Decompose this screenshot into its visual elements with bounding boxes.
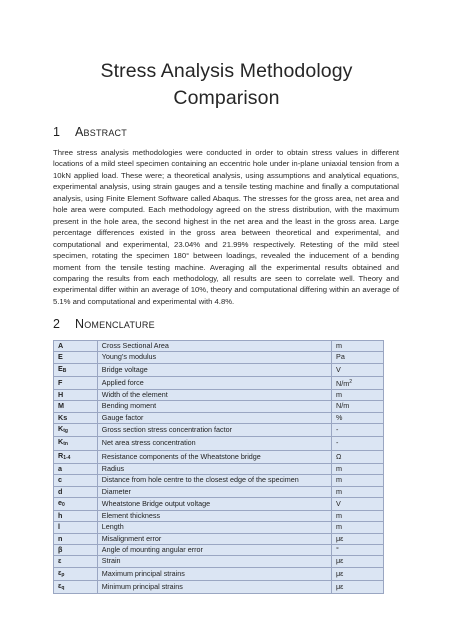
symbol-cell — [54, 522, 98, 533]
unit-cell — [332, 533, 384, 544]
table-row — [54, 363, 384, 376]
symbol-text: H — [58, 390, 64, 400]
unit-text: m — [336, 463, 343, 473]
description-cell: Young’s modulus — [97, 352, 331, 363]
title-line-2: Comparison — [173, 87, 280, 109]
unit-text: m — [336, 486, 343, 496]
table-row — [54, 486, 384, 497]
table-row — [54, 580, 384, 593]
description-cell: Radius — [97, 463, 331, 474]
symbol-text: c — [58, 475, 62, 485]
symbol-text: β — [58, 545, 63, 555]
symbol-text: E — [58, 363, 63, 373]
table-row — [54, 463, 384, 474]
unit-text: % — [336, 412, 343, 422]
unit-text: m — [336, 341, 343, 350]
unit-text: - — [336, 425, 339, 435]
symbol-cell — [54, 352, 98, 363]
symbol-text: M — [58, 401, 64, 411]
symbol-cell — [54, 363, 98, 376]
table-row — [54, 522, 384, 533]
symbol-cell — [54, 437, 98, 450]
symbol-subscript: 1-4 — [63, 454, 71, 461]
unit-text: m — [336, 390, 343, 400]
symbol-cell — [54, 511, 98, 522]
symbol-subscript: q — [61, 584, 65, 591]
symbol-cell — [54, 401, 98, 412]
unit-text: με — [336, 581, 344, 591]
symbol-text: A — [58, 341, 64, 350]
table-row — [54, 424, 384, 437]
unit-text: m — [336, 522, 343, 532]
symbol-cell — [54, 567, 98, 580]
unit-superscript: 2 — [349, 378, 352, 385]
document-title — [40, 58, 413, 112]
unit-cell — [332, 463, 384, 474]
description-cell: Strain — [97, 556, 331, 567]
description-cell: Wheatstone Bridge output voltage — [97, 497, 331, 510]
symbol-text: h — [58, 511, 63, 521]
symbol-text: n — [58, 533, 63, 543]
description-cell: Resistance components of the Wheatstone bridge — [97, 450, 331, 463]
symbol-text: F — [58, 377, 63, 387]
unit-text: V — [336, 364, 341, 374]
symbol-cell — [54, 463, 98, 474]
symbol-cell — [54, 580, 98, 593]
unit-cell — [332, 450, 384, 463]
symbol-text: K — [58, 437, 64, 447]
unit-text: ° — [336, 545, 339, 555]
symbol-cell — [54, 376, 98, 389]
unit-cell — [332, 390, 384, 401]
description-cell: Net area stress concentration — [97, 437, 331, 450]
unit-text: V — [336, 498, 341, 508]
table-row — [54, 341, 384, 352]
table-row — [54, 352, 384, 363]
unit-cell — [332, 401, 384, 412]
symbol-cell — [54, 497, 98, 510]
unit-text: N/m — [336, 378, 350, 388]
table-row — [54, 497, 384, 510]
description-cell: Gauge factor — [97, 412, 331, 423]
unit-cell — [332, 475, 384, 486]
table-row — [54, 475, 384, 486]
section-number: 1 — [53, 125, 60, 139]
description-cell: Diameter — [97, 486, 331, 497]
unit-cell — [332, 341, 384, 352]
table-row — [54, 437, 384, 450]
symbol-cell — [54, 341, 98, 352]
unit-text: - — [336, 438, 339, 448]
unit-cell — [332, 486, 384, 497]
unit-text: με — [336, 568, 344, 578]
description-cell: Gross section stress concentration factor — [97, 424, 331, 437]
symbol-cell — [54, 533, 98, 544]
unit-text: με — [336, 533, 344, 543]
nomenclature-table-body — [54, 341, 384, 594]
table-row — [54, 511, 384, 522]
symbol-cell — [54, 424, 98, 437]
symbol-text: l — [58, 522, 60, 532]
description-cell: Width of the element — [97, 390, 331, 401]
abstract-paragraph: Three stress analysis methodologies were conducted in order to obtain stress values in different locations of a mild steel specimen containing an eccentric hole under in-plane uniaxial tension from a 10kN applied load. These were; a theoretical analysis, using assumptions and analytical equations, experimental analysis, using strain gauges and a tensile testing machine and finally a computational analysis, using Finite Element Software called Abaqus. The stresses for the gross area, net area and hole area were computed. Each methodology agreed on the stress distribution, with the maximum present in the hole area, the second highest in the net area and the least in the gross area. Large percentage differences existed in the gross area between theoretical and experimental, and computational and experimental, 23.04% and 21.99% respectively. Retesting of the mild steel specimen, rotating the specimen 180° between loadings, revealed the inducement of a bending moment from the tensile testing machine. Averaging all the experimental results obtained and comparing the results from each methodology, all results are seen to correlate well. Theory and experimental differ within an average of 10%, theory and computational differing within an average of 5.1% and computational and experimental with 4.8%. — [53, 148, 399, 306]
unit-cell — [332, 580, 384, 593]
symbol-text: K — [58, 424, 64, 434]
description-cell: Distance from hole centre to the closest edge of the specimen — [97, 475, 331, 486]
symbol-text: Ks — [58, 412, 68, 422]
symbol-subscript: tg — [63, 428, 68, 435]
description-cell: Element thickness — [97, 511, 331, 522]
table-row — [54, 533, 384, 544]
nomenclature-table — [53, 340, 384, 594]
symbol-subscript: tn — [63, 441, 68, 448]
unit-cell — [332, 556, 384, 567]
table-row — [54, 567, 384, 580]
unit-text: με — [336, 556, 344, 566]
symbol-cell — [54, 450, 98, 463]
nomenclature-heading — [53, 317, 155, 331]
description-cell: Length — [97, 522, 331, 533]
symbol-subscript: B — [62, 367, 67, 374]
unit-text: Pa — [336, 352, 345, 362]
table-row — [54, 376, 384, 389]
table-row — [54, 545, 384, 556]
symbol-text: E — [58, 352, 63, 362]
symbol-subscript: 0 — [62, 501, 65, 508]
unit-cell — [332, 545, 384, 556]
unit-cell — [332, 437, 384, 450]
symbol-text: e — [58, 497, 62, 507]
unit-text: Ω — [336, 451, 342, 461]
unit-cell — [332, 497, 384, 510]
unit-text: N/m — [336, 401, 350, 411]
unit-cell — [332, 352, 384, 363]
table-row — [54, 390, 384, 401]
section-title: Nomenclature — [75, 317, 155, 331]
description-cell: Minimum principal strains — [97, 580, 331, 593]
symbol-cell — [54, 475, 98, 486]
description-cell: Maximum principal strains — [97, 567, 331, 580]
symbol-text: ε — [58, 580, 62, 590]
unit-text: m — [336, 511, 343, 521]
symbol-cell — [54, 412, 98, 423]
unit-cell — [332, 376, 384, 389]
table-row — [54, 450, 384, 463]
symbol-cell — [54, 556, 98, 567]
abstract-heading — [53, 125, 127, 139]
unit-cell — [332, 567, 384, 580]
description-cell: Bending moment — [97, 401, 331, 412]
symbol-text: a — [58, 463, 62, 473]
unit-cell — [332, 412, 384, 423]
symbol-text: ε — [58, 567, 62, 577]
symbol-text: R — [58, 450, 64, 460]
unit-cell — [332, 511, 384, 522]
symbol-text: ε — [58, 556, 62, 566]
description-cell: Cross Sectional Area — [97, 341, 331, 352]
description-cell: Misalignment error — [97, 533, 331, 544]
unit-cell — [332, 522, 384, 533]
symbol-cell — [54, 486, 98, 497]
description-cell: Applied force — [97, 376, 331, 389]
unit-cell — [332, 424, 384, 437]
description-cell: Angle of mounting angular error — [97, 545, 331, 556]
table-row — [54, 401, 384, 412]
symbol-cell — [54, 545, 98, 556]
symbol-text: d — [58, 486, 63, 496]
table-row — [54, 556, 384, 567]
description-cell: Bridge voltage — [97, 363, 331, 376]
unit-cell — [332, 363, 384, 376]
title-line-1: Stress Analysis Methodology — [100, 60, 353, 82]
unit-text: m — [336, 475, 343, 485]
table-row — [54, 412, 384, 423]
symbol-cell — [54, 390, 98, 401]
section-number: 2 — [53, 317, 60, 331]
symbol-subscript: p — [61, 571, 65, 578]
section-title: Abstract — [75, 125, 127, 139]
